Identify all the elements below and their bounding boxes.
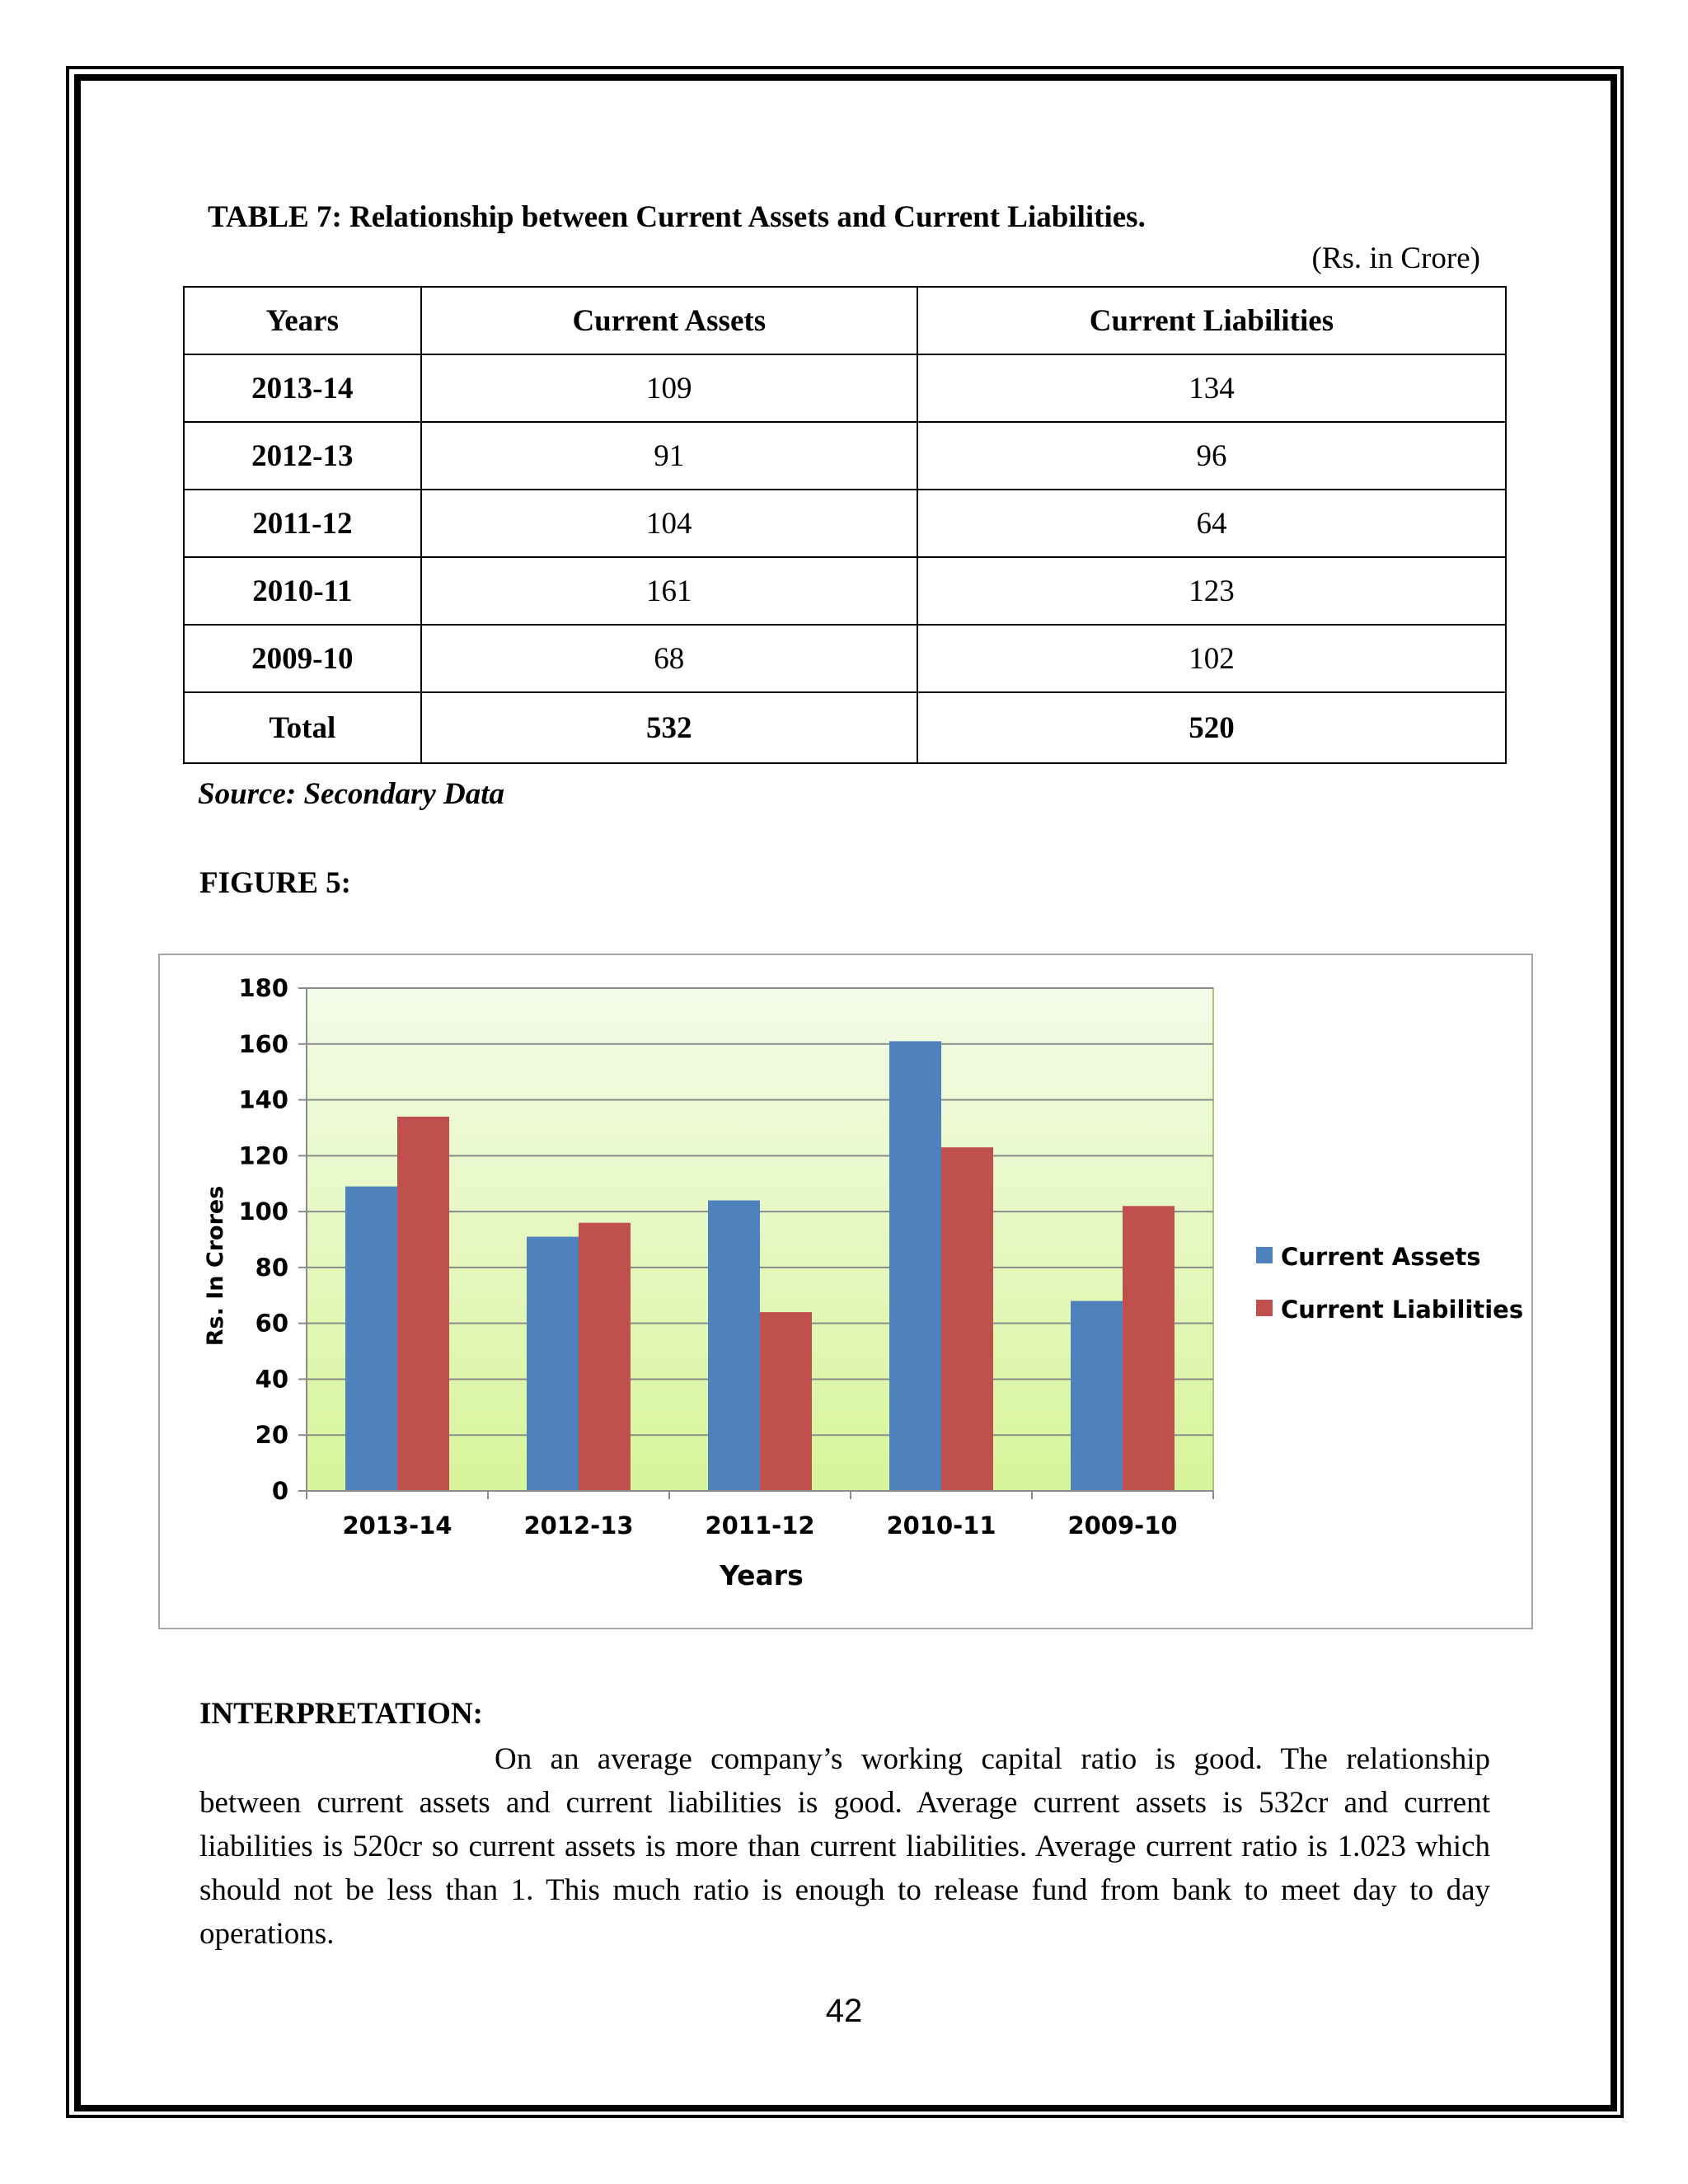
header-years: Years [184, 287, 421, 354]
row-liabilities: 64 [917, 490, 1506, 557]
table-row [184, 557, 1506, 625]
y-tick-label: 120 [238, 1141, 288, 1170]
bar-current-assets [889, 1041, 941, 1491]
row-assets: 68 [421, 625, 917, 692]
row-liabilities: 102 [917, 625, 1506, 692]
row-liabilities: 96 [917, 422, 1506, 490]
bar-current-liabilities [941, 1147, 993, 1491]
bar-current-liabilities [1123, 1206, 1175, 1491]
table-row [184, 625, 1506, 692]
row-year: 2010-11 [184, 557, 421, 625]
y-axis-title: Rs. In Crores [203, 1185, 228, 1347]
interpretation-paragraph [199, 1737, 1490, 1956]
y-tick-label: 80 [255, 1253, 288, 1282]
chart-container [158, 954, 1533, 1629]
row-assets: 161 [421, 557, 917, 625]
page-number: 42 [825, 1993, 863, 2029]
table-unit-note: (Rs. in Crore) [1311, 241, 1480, 275]
interpretation-heading: INTERPRETATION: [199, 1697, 484, 1731]
row-year: 2011-12 [184, 490, 421, 557]
y-tick-label: 20 [255, 1421, 288, 1450]
bar-chart [160, 955, 1531, 1628]
table-row [184, 354, 1506, 422]
bar-current-assets [345, 1187, 397, 1491]
table-title: TABLE 7: Relationship between Current Assets and Current Liabilities. [208, 200, 1146, 234]
total-label: Total [184, 692, 421, 763]
row-assets: 109 [421, 354, 917, 422]
interpretation-text: On an average company’s working capital ratio is good. The relationship between current assets and current liabilities is good. Average current assets is 532cr and current liabilities is 520cr so current assets is more than current liabilities. Average current ratio is 1.023 which should not be less than 1. This much ratio is enough to release fund from bank to meet day to day operations. [199, 1742, 1490, 1951]
x-tick-label: 2009-10 [1067, 1511, 1178, 1540]
total-assets: 532 [421, 692, 917, 763]
source-note: Source: Secondary Data [198, 777, 505, 811]
row-year: 2009-10 [184, 625, 421, 692]
legend-swatch [1256, 1300, 1273, 1316]
bar-current-liabilities [760, 1312, 812, 1491]
x-axis-title: Years [720, 1559, 804, 1591]
legend-swatch [1256, 1247, 1273, 1263]
legend-label: Current Assets [1281, 1243, 1481, 1271]
y-tick-label: 180 [238, 974, 288, 1002]
header-current-assets: Current Assets [421, 287, 917, 354]
row-year: 2013-14 [184, 354, 421, 422]
x-tick-label: 2011-12 [705, 1511, 815, 1540]
x-tick-label: 2010-11 [886, 1511, 996, 1540]
bar-current-liabilities [397, 1117, 449, 1491]
table-header-row [184, 287, 1506, 354]
table-row [184, 490, 1506, 557]
table-row [184, 422, 1506, 490]
legend-label: Current Liabilities [1281, 1296, 1524, 1324]
bar-current-liabilities [579, 1223, 631, 1491]
table-total-row [184, 692, 1506, 763]
x-tick-label: 2013-14 [342, 1511, 452, 1540]
bar-current-assets [527, 1237, 579, 1491]
row-year: 2012-13 [184, 422, 421, 490]
y-tick-label: 60 [255, 1309, 288, 1338]
y-tick-label: 40 [255, 1365, 288, 1394]
row-assets: 104 [421, 490, 917, 557]
data-table [183, 286, 1507, 764]
row-assets: 91 [421, 422, 917, 490]
bar-current-assets [708, 1201, 760, 1491]
total-liabilities: 520 [917, 692, 1506, 763]
y-tick-label: 100 [238, 1197, 288, 1226]
y-tick-label: 0 [271, 1477, 288, 1505]
y-tick-label: 160 [238, 1029, 288, 1058]
y-tick-label: 140 [238, 1085, 288, 1114]
bar-current-assets [1071, 1301, 1123, 1491]
figure-label: FIGURE 5: [199, 866, 351, 900]
row-liabilities: 123 [917, 557, 1506, 625]
x-tick-label: 2012-13 [523, 1511, 634, 1540]
header-current-liabilities: Current Liabilities [917, 287, 1506, 354]
row-liabilities: 134 [917, 354, 1506, 422]
